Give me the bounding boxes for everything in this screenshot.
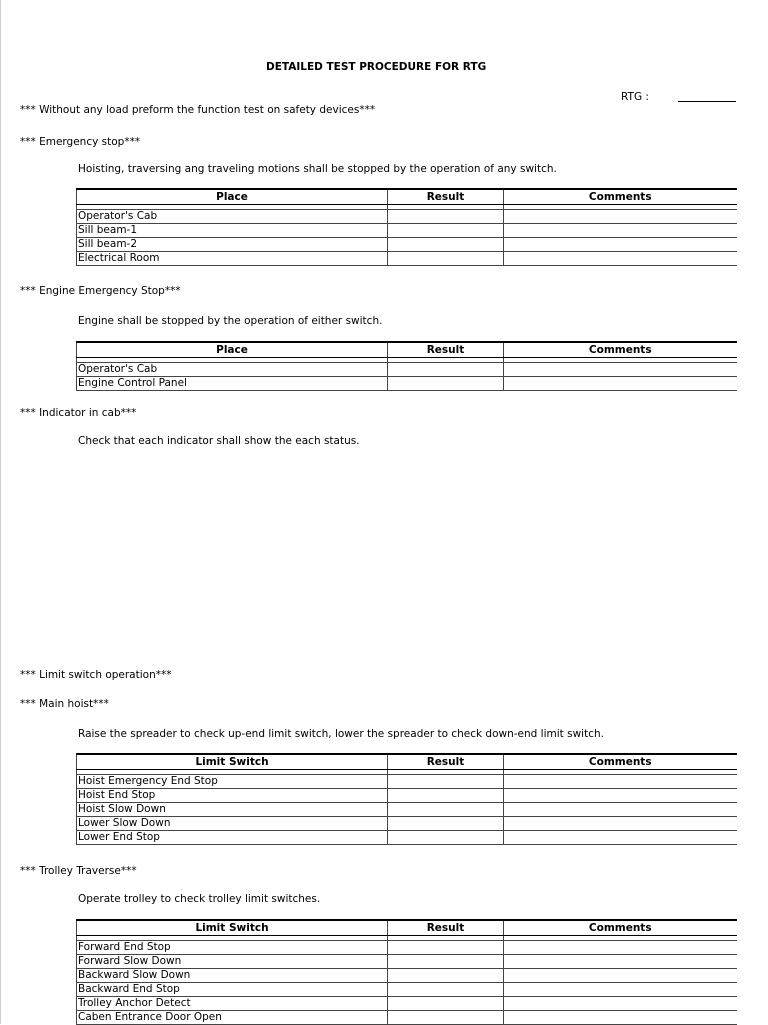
table-row	[77, 803, 737, 817]
comments-cell[interactable]	[504, 252, 737, 266]
result-cell[interactable]	[388, 1011, 504, 1025]
trolley-traverse-table	[76, 919, 737, 1025]
indicator-heading: *** Indicator in cab***	[20, 407, 137, 419]
result-cell[interactable]	[388, 224, 504, 238]
result-cell[interactable]	[388, 941, 504, 955]
table-row	[77, 955, 737, 969]
result-cell[interactable]	[388, 955, 504, 969]
result-cell[interactable]	[388, 252, 504, 266]
comments-cell[interactable]	[504, 224, 737, 238]
engine-emergency-stop-table	[76, 341, 737, 391]
result-cell[interactable]	[388, 775, 504, 789]
result-cell[interactable]	[388, 238, 504, 252]
result-cell[interactable]	[388, 983, 504, 997]
comments-cell[interactable]	[504, 803, 737, 817]
result-cell[interactable]	[388, 969, 504, 983]
table-row	[77, 817, 737, 831]
comments-cell[interactable]	[504, 210, 737, 224]
main-hoist-description: Raise the spreader to check up-end limit switch, lower the spreader to check down-end limit switch.	[78, 728, 604, 740]
table-row	[77, 997, 737, 1011]
indicator-description: Check that each indicator shall show the each status.	[78, 435, 360, 447]
limit-switch-cell: Hoist Emergency End Stop	[77, 775, 388, 789]
engine-emergency-stop-description: Engine shall be stopped by the operation of either switch.	[78, 315, 383, 327]
comments-cell[interactable]	[504, 1011, 737, 1025]
table-row	[77, 941, 737, 955]
result-cell[interactable]	[388, 803, 504, 817]
limit-switch-cell: Lower End Stop	[77, 831, 388, 845]
table-row	[77, 789, 737, 803]
column-header-place: Place	[77, 342, 388, 358]
rtg-blank-line	[678, 101, 736, 102]
column-header-result: Result	[388, 342, 504, 358]
table-row	[77, 1011, 737, 1025]
result-cell[interactable]	[388, 789, 504, 803]
trolley-traverse-heading: *** Trolley Traverse***	[20, 865, 137, 877]
table-row	[77, 210, 737, 224]
column-header-limit-switch: Limit Switch	[77, 754, 388, 770]
limit-switch-cell: Caben Entrance Door Open	[77, 1011, 388, 1025]
table-row	[77, 252, 737, 266]
place-cell: Sill beam-2	[77, 238, 388, 252]
limit-switch-cell: Forward End Stop	[77, 941, 388, 955]
main-hoist-heading: *** Main hoist***	[20, 698, 109, 710]
column-header-result: Result	[388, 189, 504, 205]
limit-switch-cell: Hoist Slow Down	[77, 803, 388, 817]
result-cell[interactable]	[388, 997, 504, 1011]
table-header-row	[77, 189, 737, 205]
result-cell[interactable]	[388, 817, 504, 831]
main-hoist-table	[76, 753, 737, 845]
column-header-limit-switch: Limit Switch	[77, 920, 388, 936]
table-row	[77, 238, 737, 252]
column-header-result: Result	[388, 920, 504, 936]
limit-switch-cell: Backward End Stop	[77, 983, 388, 997]
comments-cell[interactable]	[504, 363, 737, 377]
limit-switch-cell: Lower Slow Down	[77, 817, 388, 831]
table-row	[77, 775, 737, 789]
comments-cell[interactable]	[504, 238, 737, 252]
place-cell: Sill beam-1	[77, 224, 388, 238]
comments-cell[interactable]	[504, 789, 737, 803]
limit-switch-cell: Backward Slow Down	[77, 969, 388, 983]
engine-emergency-stop-heading: *** Engine Emergency Stop***	[20, 285, 181, 297]
table-row	[77, 831, 737, 845]
limit-switch-cell: Trolley Anchor Detect	[77, 997, 388, 1011]
table-row	[77, 224, 737, 238]
table-header-row	[77, 342, 737, 358]
place-cell: Operator's Cab	[77, 363, 388, 377]
comments-cell[interactable]	[504, 997, 737, 1011]
result-cell[interactable]	[388, 210, 504, 224]
table-row	[77, 363, 737, 377]
emergency-stop-table	[76, 188, 737, 266]
column-header-place: Place	[77, 189, 388, 205]
comments-cell[interactable]	[504, 969, 737, 983]
column-header-comments: Comments	[504, 342, 737, 358]
result-cell[interactable]	[388, 363, 504, 377]
table-row	[77, 983, 737, 997]
emergency-stop-description: Hoisting, traversing ang traveling motions shall be stopped by the operation of any switch.	[78, 163, 557, 175]
comments-cell[interactable]	[504, 983, 737, 997]
table-row	[77, 969, 737, 983]
emergency-stop-heading: *** Emergency stop***	[20, 136, 141, 148]
rtg-label: RTG :	[621, 91, 649, 103]
limit-switch-cell: Hoist End Stop	[77, 789, 388, 803]
column-header-result: Result	[388, 754, 504, 770]
place-cell: Engine Control Panel	[77, 377, 388, 391]
comments-cell[interactable]	[504, 941, 737, 955]
place-cell: Electrical Room	[77, 252, 388, 266]
table-header-row	[77, 920, 737, 936]
comments-cell[interactable]	[504, 377, 737, 391]
comments-cell[interactable]	[504, 817, 737, 831]
trolley-traverse-description: Operate trolley to check trolley limit switches.	[78, 893, 321, 905]
result-cell[interactable]	[388, 831, 504, 845]
intro-text: *** Without any load preform the function test on safety devices***	[20, 104, 376, 116]
comments-cell[interactable]	[504, 955, 737, 969]
place-cell: Operator's Cab	[77, 210, 388, 224]
column-header-comments: Comments	[504, 920, 737, 936]
result-cell[interactable]	[388, 377, 504, 391]
limit-switch-heading: *** Limit switch operation***	[20, 669, 172, 681]
comments-cell[interactable]	[504, 775, 737, 789]
comments-cell[interactable]	[504, 831, 737, 845]
table-header-row	[77, 754, 737, 770]
limit-switch-cell: Forward Slow Down	[77, 955, 388, 969]
column-header-comments: Comments	[504, 754, 737, 770]
column-header-comments: Comments	[504, 189, 737, 205]
table-row	[77, 377, 737, 391]
document-title: DETAILED TEST PROCEDURE FOR RTG	[266, 61, 487, 73]
